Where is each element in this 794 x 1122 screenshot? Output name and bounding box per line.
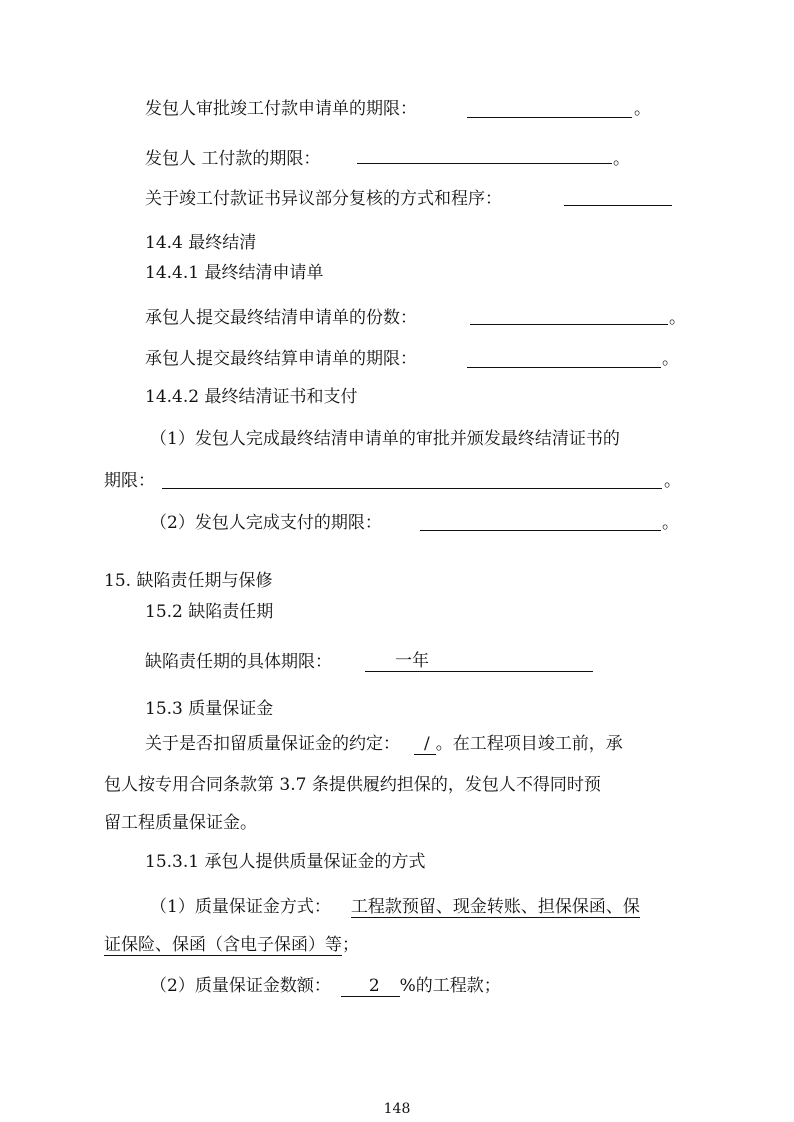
blank-certificate-period[interactable] bbox=[162, 488, 662, 489]
section-15-3-1: 15.3.1 承包人提供质量保证金的方式 bbox=[145, 852, 426, 872]
value-defect-period: 一年 bbox=[365, 651, 593, 672]
section-14-4: 14.4 最终结清 bbox=[145, 233, 257, 253]
line-guarantee-amount: （2）质量保证金数额： 2 %的工程款； bbox=[150, 976, 501, 996]
section-14-4-2: 14.4.2 最终结清证书和支付 bbox=[145, 387, 358, 407]
line-certificate-period: 期限： bbox=[104, 471, 155, 491]
blank-approval-period[interactable] bbox=[467, 117, 632, 118]
line-certificate-approval: （1）发包人完成最终结清申请单的审批并颁发最终结清证书的 bbox=[150, 429, 620, 449]
blank-settlement-period[interactable] bbox=[467, 367, 661, 368]
line-guarantee-method: （1）质量保证金方式： 工程款预留、现金转账、担保保函、保 bbox=[150, 897, 640, 917]
value-guarantee-method-1: 工程款预留、现金转账、担保保函、保 bbox=[350, 897, 640, 917]
value-retention: / bbox=[414, 734, 436, 755]
blank-copies[interactable] bbox=[470, 324, 668, 325]
page-number: 148 bbox=[383, 1101, 411, 1117]
line-retention-agreement: 关于是否扣留质量保证金的约定： / 。在工程项目竣工前，承 bbox=[145, 734, 623, 754]
blank-payment-period[interactable] bbox=[357, 163, 612, 164]
line-dispute-review: 关于竣工付款证书异议部分复核的方式和程序： bbox=[145, 189, 502, 209]
line-settlement-period: 承包人提交最终结算申请单的期限： bbox=[145, 349, 417, 369]
line-payment-period: 发包人 工付款的期限： bbox=[145, 149, 321, 169]
value-guarantee-amount: 2 bbox=[341, 976, 400, 997]
line-final-payment: （2）发包人完成支付的期限： bbox=[150, 513, 382, 533]
line-approval-period: 发包人审批竣工付款申请单的期限： bbox=[145, 99, 417, 119]
section-15-2: 15.2 缺陷责任期 bbox=[145, 602, 274, 622]
line-copies: 承包人提交最终结清申请单的份数： bbox=[145, 308, 417, 328]
blank-final-payment[interactable] bbox=[420, 530, 661, 531]
value-guarantee-method-2: 证保险、保函（含电子保函）等 bbox=[104, 935, 342, 955]
line-defect-period: 缺陷责任期的具体期限： bbox=[145, 652, 332, 672]
section-14-4-1: 14.4.1 最终结清申请单 bbox=[145, 263, 324, 283]
blank-dispute-review[interactable] bbox=[564, 205, 672, 206]
line-retention-note-2: 包人按专用合同条款第 3.7 条提供履约担保的，发包人不得同时预 bbox=[104, 775, 601, 795]
section-15-3: 15.3 质量保证金 bbox=[145, 699, 274, 719]
section-15: 15. 缺陷责任期与保修 bbox=[104, 571, 273, 591]
line-retention-note-3: 留工程质量保证金。 bbox=[104, 813, 257, 833]
line-guarantee-method-2: 证保险、保函（含电子保函）等； bbox=[104, 935, 359, 955]
